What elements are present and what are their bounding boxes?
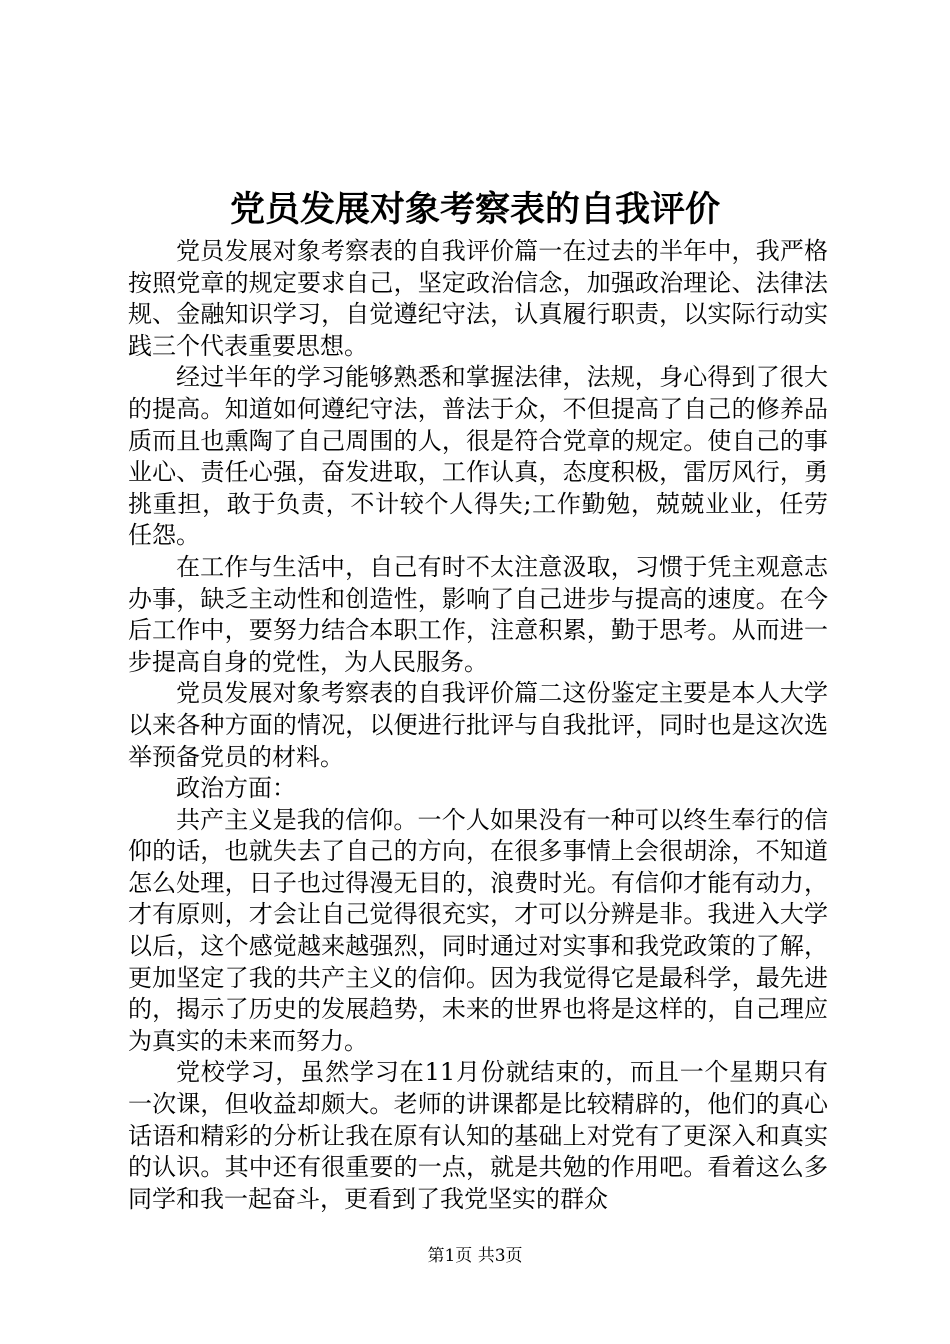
paragraph-4: 党员发展对象考察表的自我评价篇二这份鉴定主要是本人大学以来各种方面的情况，以便进行批评与自我批评，同时也是这次选举预备党员的材料。 [128,679,828,771]
paragraph-7: 党校学习，虽然学习在11月份就结束的，而且一个星期只有一次课，但收益却颇大。老师的讲课都是比较精辟的，他们的真心话语和精彩的分析让我在原有认知的基础上对党有了更深入和真实的认识。其中还有很重要的一点，就是共勉的作用吧。看着这么多同学和我一起奋斗，更看到了我党坚实的群众 [128,1058,828,1213]
paragraph-5: 政治方面： [176,774,296,803]
document-body [128,236,828,1215]
paragraph-1: 党员发展对象考察表的自我评价篇一在过去的半年中，我严格按照党章的规定要求自己，坚定政治信念，加强政治理论、法律法规、金融知识学习，自觉遵纪守法，认真履行职责，以实际行动实践三个代表重要思想。 [128,237,828,360]
page-footer: 第1页 共3页 [427,1246,523,1266]
paragraph-3: 在工作与生活中，自己有时不太注意汲取，习惯于凭主观意志办事，缺乏主动性和创造性，影响了自己进步与提高的速度。在今后工作中，要努力结合本职工作，注意积累，勤于思考。从而进一步提高自身的党性，为人民服务。 [128,552,828,676]
paragraph-6: 共产主义是我的信仰。一个人如果没有一种可以终生奉行的信仰的话，也就失去了自己的方向，在很多事情上会很胡涂，不知道怎么处理，日子也过得漫无目的，浪费时光。有信仰才能有动力，才有原则，才会让自己觉得很充实，才可以分辨是非。我进入大学以后，这个感觉越来越强烈，同时通过对实事和我党政策的了解，更加坚定了我的共产主义的信仰。因为我觉得它是最科学，最先进的，揭示了历史的发展趋势，未来的世界也将是这样的，自己理应为真实的未来而努力。 [128,805,828,1055]
document-title: 党员发展对象考察表的自我评价 [229,189,720,230]
paragraph-2: 经过半年的学习能够熟悉和掌握法律，法规，身心得到了很大的提高。知道如何遵纪守法，普法于众，不但提高了自己的修养品质而且也熏陶了自己周围的人，很是符合党章的规定。使自己的事业心、责任心强，奋发进取，工作认真，态度积极，雷厉风行，勇挑重担，敢于负责，不计较个人得失;工作勤勉，兢兢业业，任劳任怨。 [128,363,828,550]
